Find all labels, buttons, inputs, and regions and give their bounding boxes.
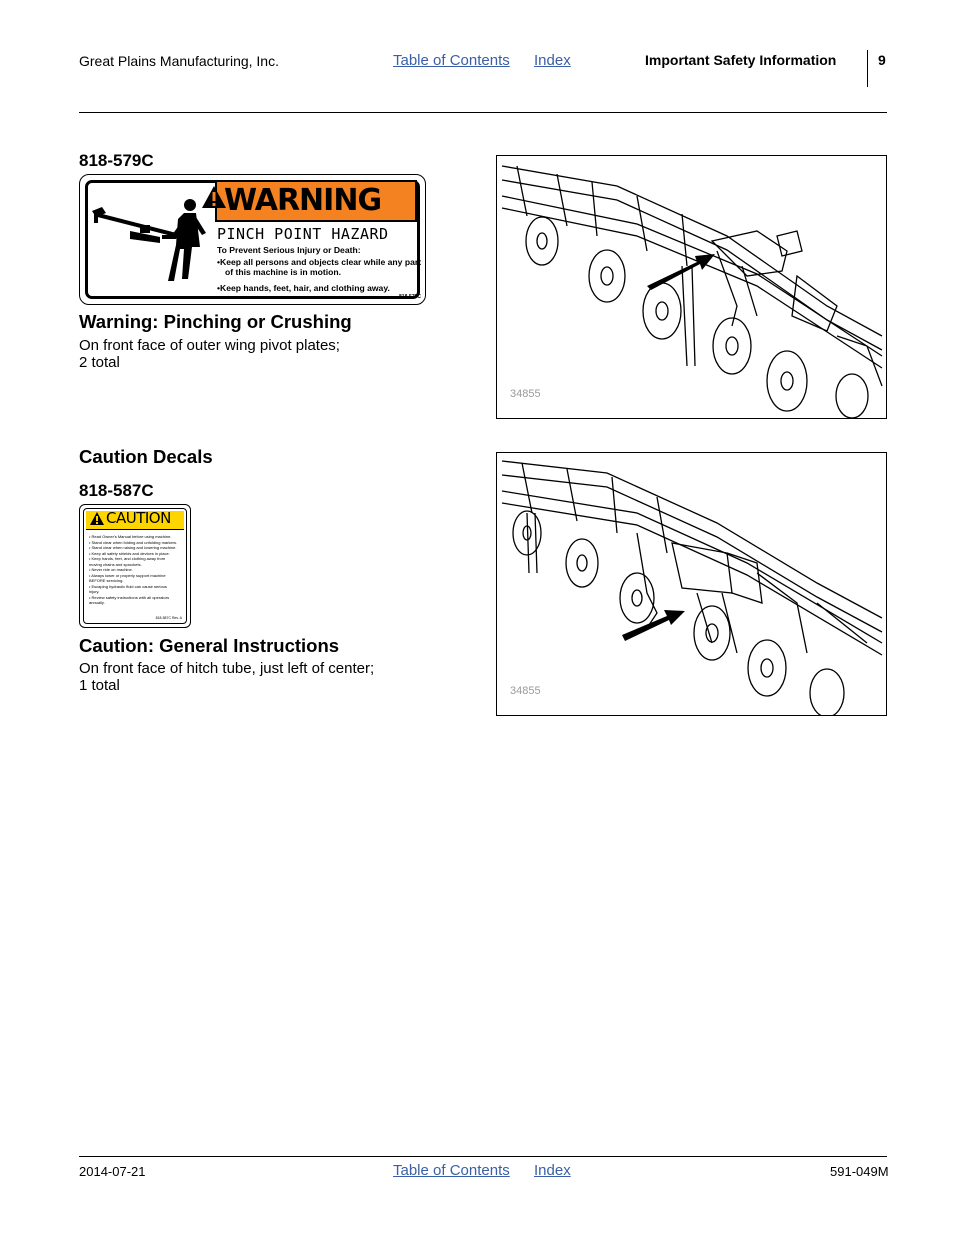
caution-item: annually. bbox=[89, 600, 105, 605]
footer-doc-number: 591-049M bbox=[830, 1164, 889, 1179]
warning-title: Warning: Pinching or Crushing bbox=[79, 311, 352, 332]
caution-item: • Stand clear when folding and unfolding markers. bbox=[89, 539, 178, 545]
location-arrow-icon bbox=[647, 254, 715, 290]
header-index-link[interactable]: Index bbox=[534, 52, 571, 69]
warning-decal bbox=[79, 174, 426, 305]
caution-instructions bbox=[89, 534, 177, 606]
caution-heading: Caution Decals bbox=[79, 446, 213, 467]
caution-item: • Review safety instructions with all operators bbox=[89, 594, 170, 600]
caution-item: • Read Owner's Manual before using machine. bbox=[89, 534, 172, 539]
caution-item: • Keep hands, feet, and clothing away from bbox=[89, 556, 166, 561]
section-title: Important Safety Information bbox=[645, 52, 837, 68]
warning-line: •Keep all persons and objects clear while any part bbox=[217, 257, 422, 267]
warning-description-line: 2 total bbox=[79, 354, 120, 371]
warning-location-photo bbox=[496, 155, 887, 419]
header-toc-link[interactable]: Table of Contents bbox=[393, 52, 510, 69]
header-rule bbox=[79, 112, 887, 113]
warning-signal-word: WARNING bbox=[224, 183, 382, 218]
location-arrow-icon bbox=[622, 610, 685, 641]
footer-rule bbox=[79, 1156, 887, 1157]
warning-hazard-text: PINCH POINT HAZARD bbox=[217, 225, 389, 243]
photo-id: 34855 bbox=[510, 685, 541, 697]
caution-item: • Always lower or properly support machine bbox=[89, 572, 166, 578]
warning-description-line: On front face of outer wing pivot plates; bbox=[79, 337, 340, 354]
caution-description-line: 1 total bbox=[79, 677, 120, 694]
caution-item: • Stand clear when raising and lowering machine. bbox=[89, 545, 177, 550]
warning-part-number: 818-579C bbox=[79, 151, 154, 170]
caution-decal-code: 818-587C Rev. A bbox=[155, 616, 182, 620]
caution-item: • Escaping hydraulic fluid can cause serious bbox=[89, 583, 167, 589]
footer-toc-link[interactable]: Table of Contents bbox=[393, 1162, 510, 1179]
machine-illustration bbox=[497, 156, 886, 418]
warning-line: To Prevent Serious Injury or Death: bbox=[217, 245, 361, 255]
caution-location-photo bbox=[496, 452, 887, 716]
caution-triangle-icon bbox=[89, 511, 105, 526]
caution-decal bbox=[79, 504, 191, 628]
caution-item: injury. bbox=[89, 589, 100, 594]
caution-part-number: 818-587C bbox=[79, 481, 154, 500]
warning-decal-code: 818-579C bbox=[399, 294, 421, 300]
photo-id: 34855 bbox=[510, 388, 541, 400]
caution-title: Caution: General Instructions bbox=[79, 635, 340, 656]
warning-line: •Keep hands, feet, hair, and clothing away. bbox=[217, 283, 390, 293]
header-divider bbox=[867, 50, 868, 87]
company-name: Great Plains Manufacturing, Inc. bbox=[79, 53, 279, 69]
caution-signal-word: CAUTION bbox=[106, 509, 171, 527]
caution-item: • Never ride on machine. bbox=[89, 567, 133, 572]
caution-description-line: On front face of hitch tube, just left of center; bbox=[79, 660, 375, 677]
caution-item: moving chains and sprockets. bbox=[89, 561, 142, 567]
warning-line: of this machine is in motion. bbox=[225, 267, 342, 277]
footer-date: 2014-07-21 bbox=[79, 1164, 146, 1179]
page-number: 9 bbox=[878, 52, 886, 68]
caution-item: • Keep all safety shields and devices in place. bbox=[89, 550, 170, 556]
machine-illustration bbox=[497, 453, 886, 715]
pinch-point-pictogram bbox=[88, 189, 213, 294]
footer-index-link[interactable]: Index bbox=[534, 1162, 571, 1179]
caution-item: BEFORE servicing. bbox=[89, 578, 124, 583]
